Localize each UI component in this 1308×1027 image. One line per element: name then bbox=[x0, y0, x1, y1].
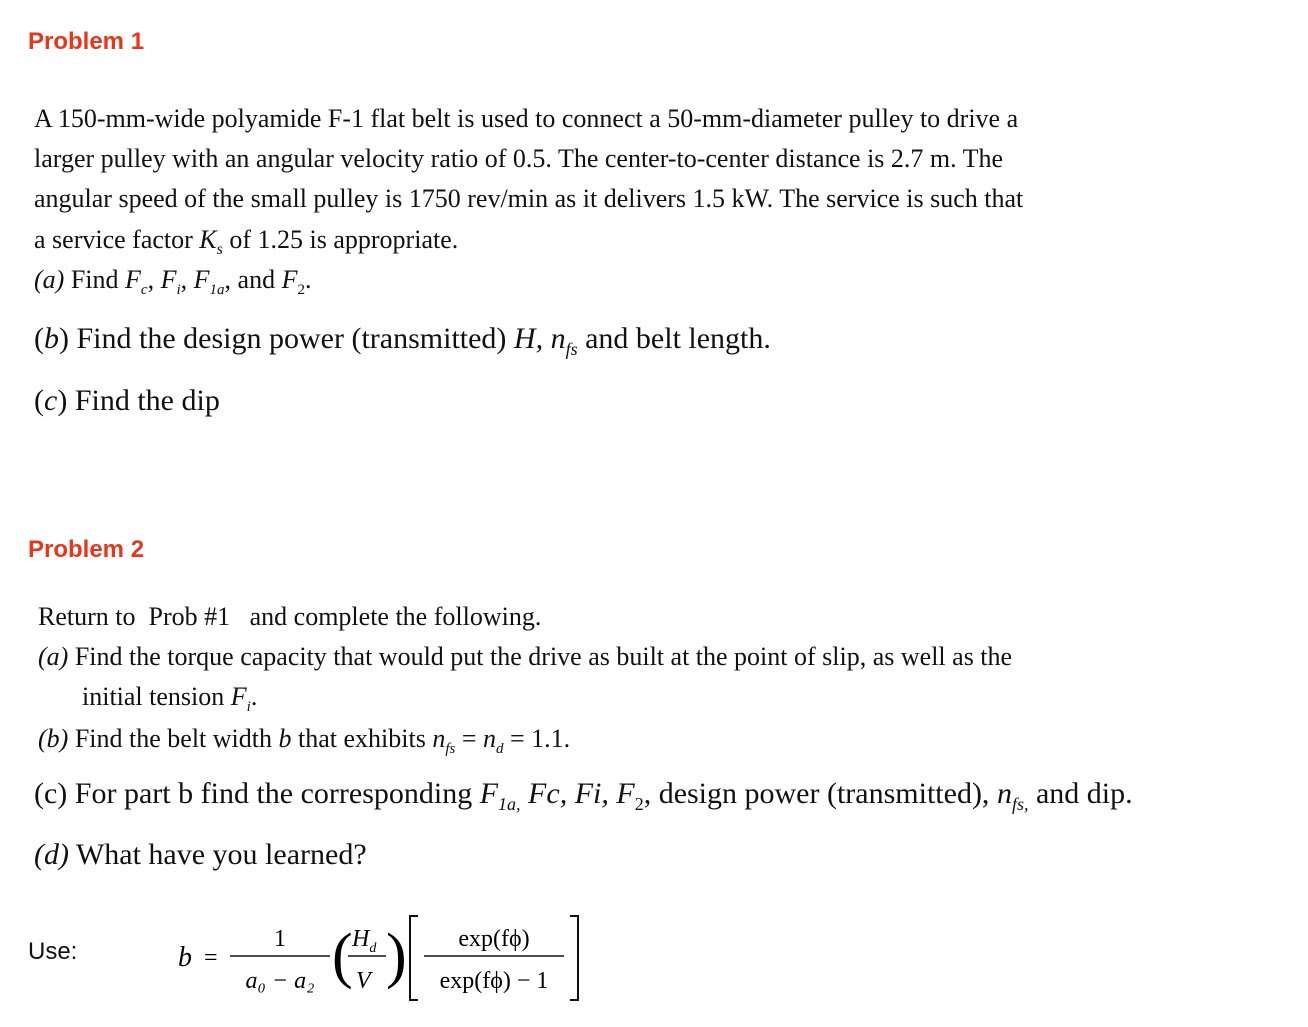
formula-right-bracket bbox=[570, 916, 578, 1000]
problem-2-line-1 bbox=[38, 602, 541, 632]
nfs-var: n bbox=[550, 322, 566, 355]
formula-right-paren: ) bbox=[386, 922, 407, 990]
p2-part-b-pre: Find the belt width bbox=[74, 724, 272, 753]
formula-v: V bbox=[356, 968, 371, 994]
problem-1-line-1: A 150-mm-wide polyamide F-1 flat belt is used to connect a 50-mm-diameter pulley to drive a bbox=[34, 104, 1019, 133]
part-b-label: b bbox=[44, 322, 59, 355]
p2-f1a-sub: 1a, bbox=[498, 794, 521, 814]
fc-var: F bbox=[125, 265, 141, 294]
p2-fi: Fi, bbox=[574, 777, 609, 810]
f1a-sub: 1a bbox=[209, 282, 225, 299]
p2-f2: F bbox=[616, 777, 635, 810]
part-c-text: Find the dip bbox=[74, 384, 220, 417]
initial-tension: initial tension bbox=[82, 682, 225, 711]
fi-var: F bbox=[160, 265, 177, 294]
problem-1-part-c: (c) Find the dip bbox=[34, 384, 220, 417]
part-a-label: (a) bbox=[34, 265, 65, 294]
p2-nfs-sub: fs, bbox=[1011, 794, 1029, 814]
ks-var: K bbox=[199, 225, 217, 254]
problem-2-part-b: (b) Find the belt width b that exhibits $n_{fs} = n_d = 1.1$. bbox=[38, 724, 571, 758]
p2-part-b-label: (b) bbox=[38, 724, 69, 753]
problem-1-part-b: (b) Find the design power (transmitted) H, $n_{fs}$ and belt length. bbox=[34, 322, 771, 359]
f1a-var: F bbox=[193, 265, 210, 294]
p2-part-c-pre: For part b find the corresponding bbox=[74, 777, 473, 810]
problem-2-part-c bbox=[34, 777, 1133, 815]
f2-sub: 2 bbox=[297, 282, 305, 299]
ks-sub: s bbox=[216, 241, 223, 259]
nfs-sub: fs bbox=[565, 339, 578, 359]
use-label: Use: bbox=[28, 938, 78, 965]
f2-var: F bbox=[281, 265, 298, 294]
problem-1-heading: Problem 1 bbox=[28, 28, 145, 55]
p2-nfs: n bbox=[996, 777, 1012, 810]
service-factor-pre: a service factor bbox=[34, 225, 193, 254]
problem-2-part-d bbox=[34, 838, 367, 872]
fi-sub: i bbox=[176, 282, 181, 299]
fi2-sub: i bbox=[246, 699, 251, 716]
formula-hd: $H_d$ bbox=[352, 926, 377, 956]
b-var: b bbox=[278, 724, 292, 753]
p2-part-b-eq: = 1.1. bbox=[510, 724, 571, 753]
p2-f2-sub: 2 bbox=[634, 794, 644, 814]
complete-following: and complete the following. bbox=[249, 602, 542, 631]
formula-exp-num: exp(fϕ) bbox=[458, 926, 530, 952]
p2-part-b-mid: that exhibits bbox=[298, 724, 426, 753]
formula-equals: = bbox=[204, 945, 218, 971]
problem-2-part-a-cont: initial tension $F_i$. bbox=[82, 682, 258, 716]
return-to: Return to bbox=[38, 602, 136, 631]
p2-part-d-text: What have you learned? bbox=[75, 838, 367, 871]
belt-width-formula bbox=[168, 910, 638, 1006]
part-b-post: and belt length. bbox=[585, 322, 771, 355]
part-a-text: Find bbox=[70, 265, 119, 294]
problem-2-heading: Problem 2 bbox=[28, 536, 145, 563]
h-var: H, bbox=[513, 322, 544, 355]
formula-left-paren: ( bbox=[332, 922, 353, 990]
p2-part-d-label: (d) bbox=[34, 838, 69, 871]
p2-part-a-text: Find the torque capacity that would put the drive as built at the point of slip, as well as the bbox=[74, 642, 1013, 671]
formula-left-bracket bbox=[410, 916, 418, 1000]
problem-1-line-2: larger pulley with an angular velocity ratio of 0.5. The center-to-center distance is 2.7 m. The bbox=[34, 144, 1004, 173]
formula-lhs: b bbox=[178, 942, 192, 973]
formula-numerator: 1 bbox=[274, 926, 286, 952]
prob-ref: Prob #1 bbox=[148, 602, 231, 631]
p2-part-c-mid: , design power (transmitted), bbox=[643, 777, 990, 810]
p2-part-c-post: and dip. bbox=[1035, 777, 1133, 810]
p2-fc: Fc, bbox=[528, 777, 568, 810]
formula-denominator: a₀ − a₂ bbox=[245, 968, 315, 994]
problem-1-line-3: angular speed of the small pulley is 1750 rev/min as it delivers 1.5 kW. The service is such that bbox=[34, 184, 1024, 213]
and-word: and bbox=[237, 265, 276, 294]
problem-1-part-a: (a) Find $F_c$, $F_i$, $F_{1a}$, and $F_2$. bbox=[34, 265, 312, 299]
fc-sub: c bbox=[140, 282, 148, 299]
part-c-label: c bbox=[44, 384, 58, 417]
p2-part-a-label: (a) bbox=[38, 642, 69, 671]
problem-1-line-4 bbox=[34, 225, 458, 259]
problem-2-part-a bbox=[38, 642, 1012, 672]
formula-exp-den: exp(fϕ) − 1 bbox=[439, 968, 549, 994]
p2-part-c-label: (c) bbox=[34, 777, 68, 810]
service-factor-post: of 1.25 is appropriate. bbox=[229, 225, 459, 254]
part-b-pre: Find the design power (transmitted) bbox=[76, 322, 507, 355]
fi2-var: F bbox=[230, 682, 247, 711]
p2-f1a: F bbox=[479, 777, 499, 810]
